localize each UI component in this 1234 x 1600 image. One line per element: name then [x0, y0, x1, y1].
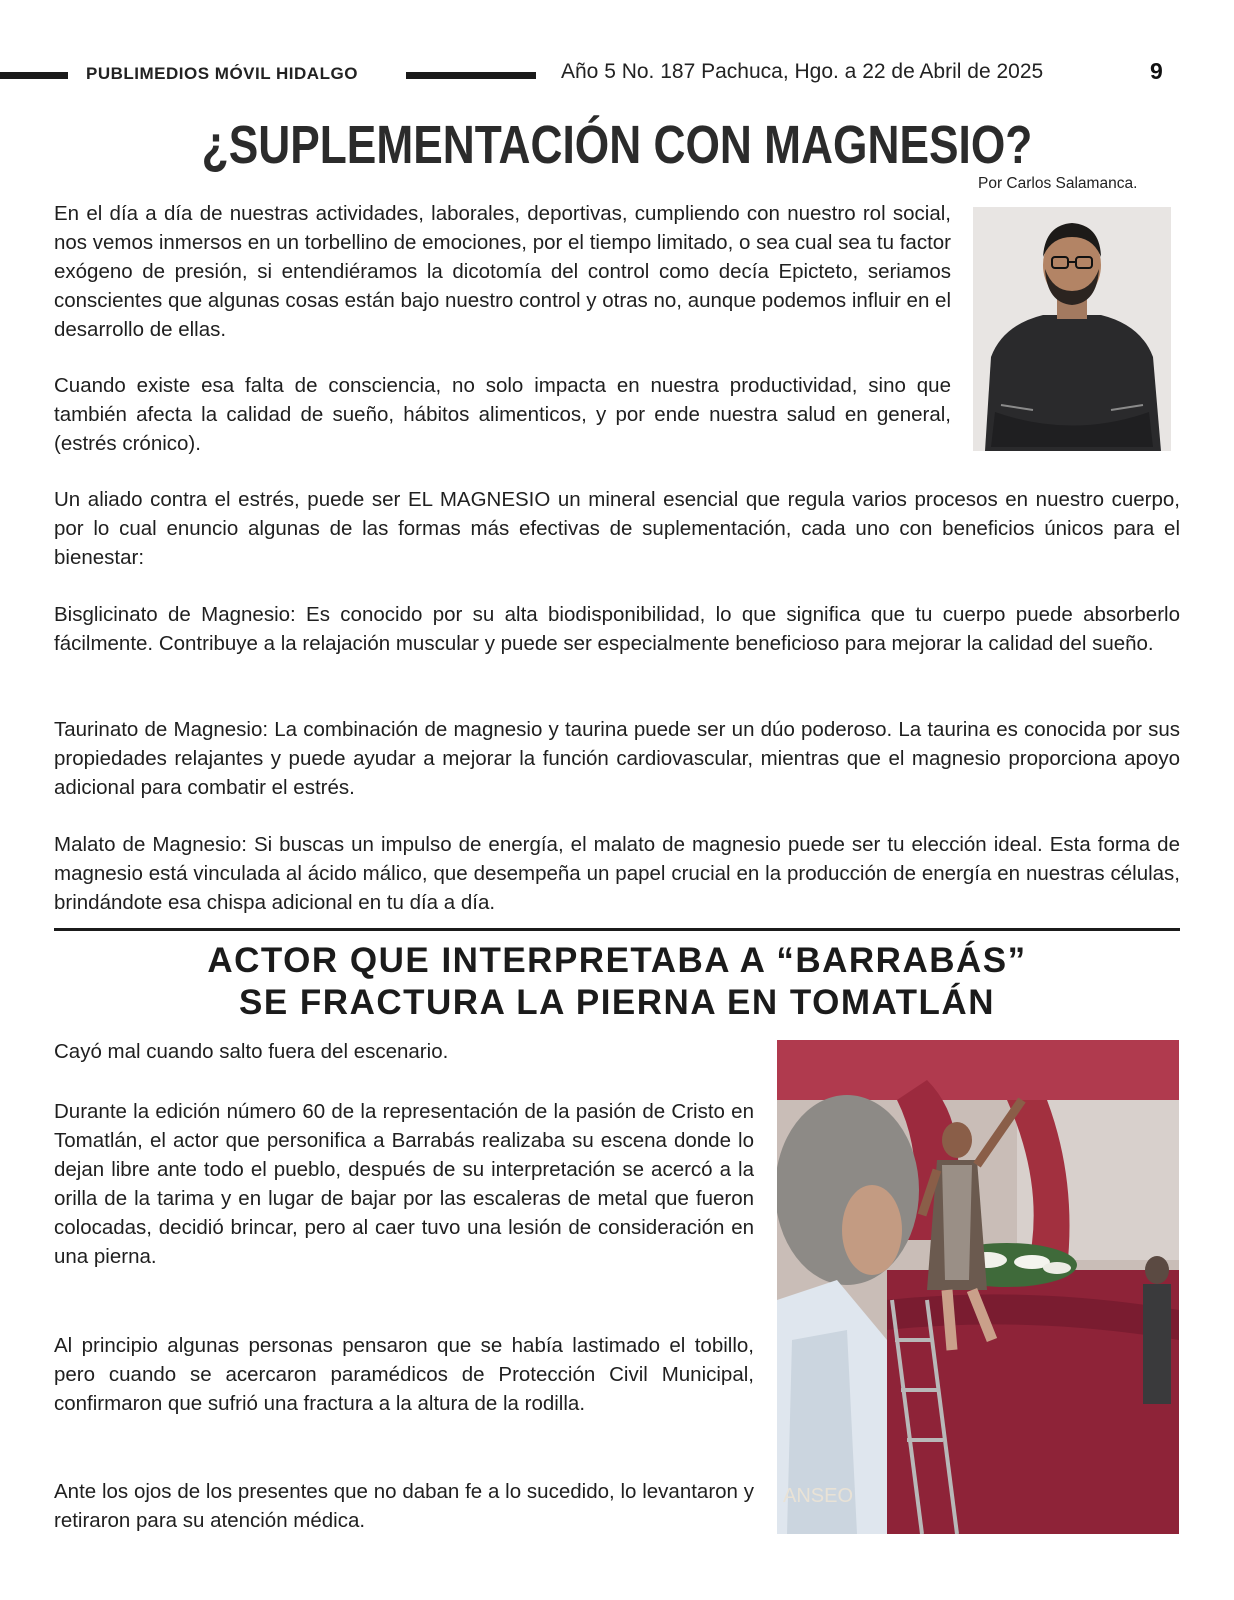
article2-paragraph: Cayó mal cuando salto fuera del escenario.	[54, 1040, 449, 1063]
article1-paragraph: En el día a día de nuestras actividades, laborales, deportivas, cumpliendo con nuestro rol social, nos vemos inmersos en un torbellino de emociones, por el tiempo limitado, o sea cual sea tu factor exógeno de presión, si entendiéramos la dicotomía del control como decía Epicteto, seriamos conscientes que algunas cosas están bajo nuestro control y otras no, aunque podemos influir en el desarrollo de ellas.	[54, 202, 951, 341]
article2-paragraph: Ante los ojos de los presentes que no daban fe a lo sucedido, lo levantaron y retiraron para su atención médica.	[54, 1480, 754, 1532]
issue-info: Año 5 No. 187 Pachuca, Hgo. a 22 de Abril de 2025	[561, 60, 1044, 83]
article1-paragraph: Malato de Magnesio: Si buscas un impulso de energía, el malato de magnesio puede ser tu elección ideal. Esta forma de magnesio está vinculada al ácido málico, que desempeña un papel crucial en la producción de energía en nuestras células, brindándote esa chispa adicional en tu día a día.	[54, 833, 1180, 914]
article1-paragraph: Bisglicinato de Magnesio: Es conocido por su alta biodisponibilidad, lo que significa que tu cuerpo puede absorberlo fácilmente. Contribuye a la relajación muscular y puede ser especialmente beneficioso para mejorar la calidad del sueño.	[54, 603, 1180, 655]
article1-byline: Por Carlos Salamanca.	[978, 175, 1138, 192]
article2-paragraph: Durante la edición número 60 de la representación de la pasión de Cristo en Tomatlán, el actor que personifica a Barrabás realizaba su escena donde lo dejan libre ante todo el pueblo, después de su interpretación se acercó a la orilla de la tarima y en lugar de bajar por las escaleras de metal que fueron colocadas, decidió brincar, pero al caer tuvo una lesión de consideración en una pierna.	[54, 1100, 754, 1268]
photo-watermark: ANSEO	[783, 1485, 854, 1507]
article1-title: ¿SUPLEMENTACIÓN CON MAGNESIO?	[201, 115, 1033, 175]
page-number: 9	[1150, 58, 1163, 84]
header-rule-left	[0, 72, 68, 79]
article2-title-line2: SE FRACTURA LA PIERNA EN TOMATLÁN	[239, 983, 995, 1022]
article2-title-line1: ACTOR QUE INTERPRETABA A “BARRABÁS”	[207, 941, 1027, 980]
article-divider	[54, 928, 1180, 931]
article1-paragraph: Un aliado contra el estrés, puede ser EL MAGNESIO un mineral esencial que regula varios procesos en nuestro cuerpo, por lo cual enuncio algunas de las formas más efectivas de suplementación, cada uno con beneficios únicos para el bienestar:	[54, 488, 1180, 569]
article1-paragraph: Taurinato de Magnesio: La combinación de magnesio y taurina puede ser un dúo poderoso. La taurina es conocida por sus propiedades relajantes y puede ayudar a mejorar la función cardiovascular, mientras que el magnesio proporciona apoyo adicional para combatir el estrés.	[54, 718, 1180, 799]
event-photo	[777, 1040, 1179, 1534]
author-portrait-photo	[973, 207, 1171, 451]
article1-paragraph: Cuando existe esa falta de consciencia, no solo impacta en nuestra productividad, sino que también afecta la calidad de sueño, hábitos alimenticos, y por ende nuestra salud en general, (estrés crónico).	[54, 374, 951, 455]
publication-brand: PUBLIMEDIOS MÓVIL HIDALGO	[86, 64, 358, 83]
article2-paragraph: Al principio algunas personas pensaron que se había lastimado el tobillo, pero cuando se acercaron paramédicos de Protección Civil Municipal, confirmaron que sufrió una fractura a la altura de la rodilla.	[54, 1334, 754, 1415]
header-rule-middle	[406, 72, 536, 79]
